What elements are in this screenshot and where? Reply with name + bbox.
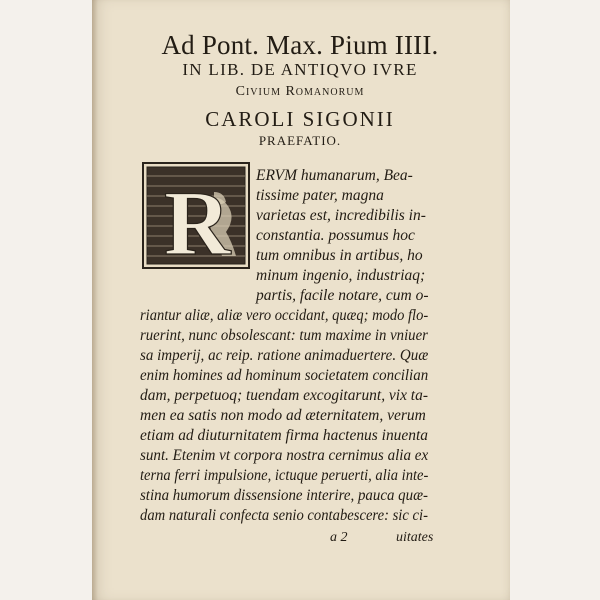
heading-preface: PRAEFATIO. [258,133,342,148]
text-line-8: riantur aliæ, aliæ vero occidant, quæq; modo flo- [140,307,429,324]
text-line-7: partis, facile notare, cum o- [256,287,429,304]
text-line-10: sa imperij, ac reip. ratione animaduertere. Quæ [140,347,429,364]
heading-dedication: Ad Pont. Max. Pium IIII. [161,30,439,60]
catchword: uitates [396,530,434,545]
text-line-11: enim homines ad hominum societatem concilian [140,367,429,384]
heading-book-title: IN LIB. DE ANTIQVO IVRE [182,60,418,79]
text-line-4: constantia. possumus hoc [256,227,415,244]
text-line-5: tum omnibus in artibus, ho [256,247,423,264]
signature-mark: a 2 [330,530,348,545]
text-line-14: etiam ad diuturnitatem firma hactenus inuenta [140,427,429,444]
text-line-13: men ea satis non modo ad æternitatem, verum [140,407,426,424]
text-line-12: dam, perpetuoq; tuendam excogitarunt, vix ta- [140,387,428,404]
text-line-6: minum ingenio, industriaq; [256,267,426,284]
text-line-1: ERVM humanarum, Bea- [256,167,413,184]
text-line-2: tissime pater, magna [256,187,384,204]
text-line-16: terna ferri impulsione, ictuque peruerti, alia inte- [140,467,429,484]
text-line-3: varietas est, incredibilis in- [256,207,426,224]
decorated-initial-r [142,162,250,269]
text-line-15: sunt. Etenim vt corpora nostra cernimus alia ex [140,447,429,464]
text-line-17: stina humorum dissensione interire, pauca quæ- [140,487,429,504]
heading-author: CAROLI SIGONII [205,107,395,131]
text-line-18: dam naturali confecta senio contabescere: sic ci- [140,507,428,524]
dropcap-letter: R [164,172,231,269]
text-line-9: ruerint, nunc obsolescant: tum maxime in vniuer [140,327,428,344]
heading-book-subtitle: Civium Romanorum [235,84,365,99]
